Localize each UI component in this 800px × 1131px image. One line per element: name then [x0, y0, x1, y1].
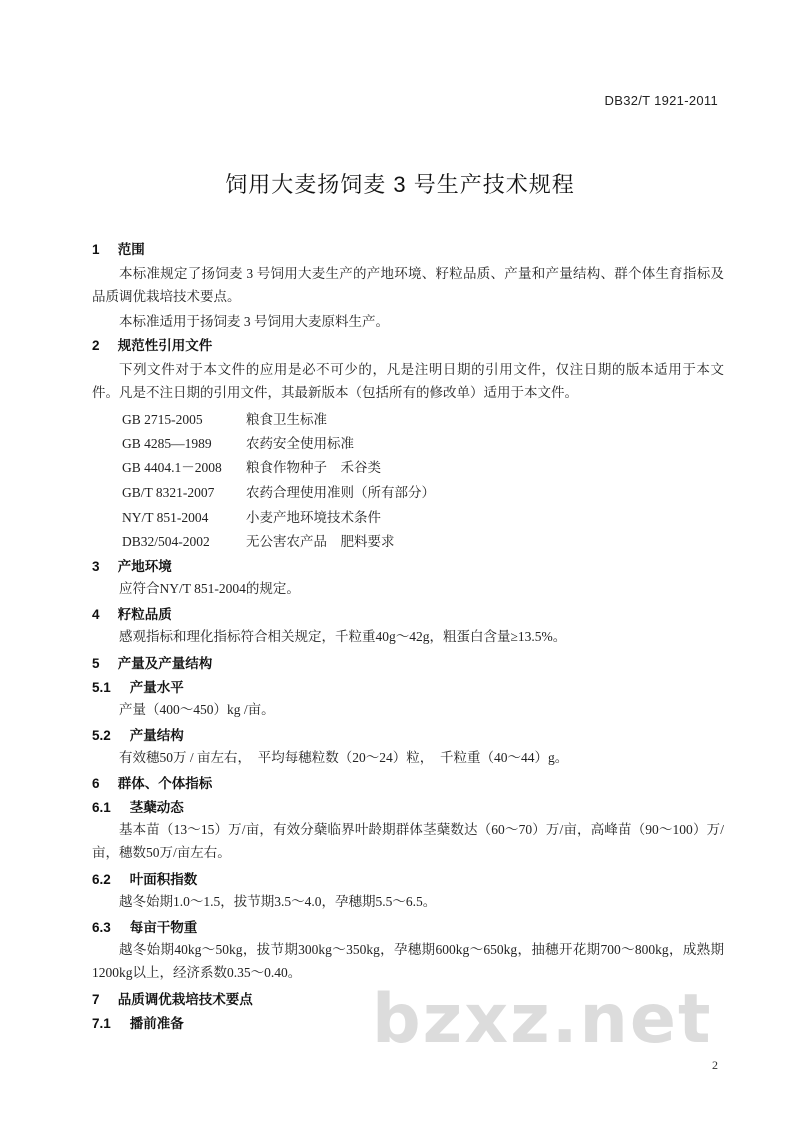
environment-paragraph: 应符合NY/T 851-2004的规定。 [119, 581, 300, 596]
section-heading-5-2 [92, 724, 184, 744]
section-title: 每亩干物重 [129, 920, 198, 935]
section-number: 6.2 [92, 872, 111, 887]
section-heading-6-1 [92, 796, 184, 816]
reference-item [122, 506, 381, 526]
section-number: 6 [92, 776, 100, 791]
yield-level-paragraph: 产量（400～450）kg /亩。 [119, 702, 275, 717]
section-number: 4 [92, 607, 100, 622]
reference-name: 粮食作物种子 禾谷类 [246, 460, 381, 475]
section-number: 5.1 [92, 680, 111, 695]
reference-item [122, 432, 354, 452]
section-number: 7 [92, 992, 100, 1007]
watermark: bzxz.net [372, 980, 713, 1059]
reference-item [122, 456, 381, 476]
section-title: 籽粒品质 [117, 607, 172, 622]
scope-paragraph-1: 本标准规定了扬饲麦 3 号饲用大麦生产的产地环境、籽粒品质、产量和产量结构、群个体生育指标及品质调优栽培技术要点。 [92, 266, 724, 304]
references-intro-paragraph: 下列文件对于本文件的应用是必不可少的，凡是注明日期的引用文件，仅注日期的版本适用于本文件。凡是不注日期的引用文件，其最新版本（包括所有的修改单）适用于本文件。 [92, 362, 724, 400]
section-title: 规范性引用文件 [117, 338, 213, 353]
reference-name: 小麦产地环境技术条件 [246, 510, 381, 525]
section-number: 2 [92, 338, 100, 353]
section-number: 7.1 [92, 1016, 111, 1031]
tiller-dynamics-paragraph: 基本苗（13～15）万/亩，有效分蘖临界叶龄期群体茎蘖数达（60～70）万/亩，高峰苗（90～100）万/亩，穗数50万/亩左右。 [92, 822, 724, 860]
section-number: 6.1 [92, 800, 111, 815]
dry-matter-paragraph: 越冬始期40kg～50kg，拔节期300kg～350kg，孕穗期600kg～650kg，抽穗开花期700～800kg，成熟期1200kg以上，经济系数0.35～0.40。 [92, 942, 724, 980]
section-title: 产量及产量结构 [117, 656, 213, 671]
reference-code: GB 2715-2005 [122, 412, 203, 427]
scope-paragraph-2: 本标准适用于扬饲麦 3 号饲用大麦原料生产。 [119, 314, 389, 329]
reference-name: 无公害农产品 肥料要求 [246, 534, 395, 549]
section-heading-1 [92, 238, 145, 258]
section-title: 品质调优栽培技术要点 [117, 992, 253, 1007]
section-number: 5.2 [92, 728, 111, 743]
section-heading-2 [92, 334, 212, 354]
section-heading-6-3 [92, 916, 197, 936]
yield-structure-paragraph: 有效穗50万 / 亩左右， 平均每穗粒数（20～24）粒， 千粒重（40～44）g。 [119, 750, 569, 765]
reference-item [122, 481, 435, 501]
leaf-area-index-paragraph: 越冬始期1.0～1.5，拔节期3.5～4.0，孕穗期5.5～6.5。 [119, 894, 437, 909]
section-title: 茎蘖动态 [129, 800, 184, 815]
section-title: 叶面积指数 [129, 872, 198, 887]
section-heading-7-1 [92, 1012, 184, 1032]
reference-code: GB 4404.1－2008 [122, 460, 222, 475]
page-number: 2 [712, 1058, 718, 1072]
section-heading-5 [92, 652, 212, 672]
section-number: 6.3 [92, 920, 111, 935]
document-title: 饲用大麦扬饲麦 3 号生产技术规程 [225, 172, 575, 197]
reference-name: 农药合理使用准则（所有部分） [246, 485, 435, 500]
section-title: 产量水平 [129, 680, 184, 695]
section-heading-3 [92, 555, 172, 575]
section-heading-7 [92, 988, 253, 1008]
grain-quality-paragraph: 感观指标和理化指标符合相关规定，千粒重40g～42g，粗蛋白含量≥13.5%。 [119, 629, 567, 644]
section-title: 范围 [117, 242, 145, 257]
section-number: 5 [92, 656, 100, 671]
section-heading-6 [92, 772, 212, 792]
reference-code: DB32/504-2002 [122, 534, 210, 549]
section-title: 产地环境 [117, 559, 172, 574]
standard-code: DB32/T 1921-2011 [604, 93, 718, 108]
reference-item [122, 530, 395, 550]
section-heading-5-1 [92, 676, 184, 696]
section-title: 产量结构 [129, 728, 184, 743]
reference-item [122, 408, 327, 428]
section-number: 1 [92, 242, 100, 257]
reference-name: 农药安全使用标准 [246, 436, 354, 451]
section-heading-4 [92, 603, 172, 623]
reference-code: GB 4285—1989 [122, 436, 212, 451]
section-number: 3 [92, 559, 100, 574]
section-title: 群体、个体指标 [117, 776, 213, 791]
section-heading-6-2 [92, 868, 197, 888]
reference-code: NY/T 851-2004 [122, 510, 209, 525]
reference-code: GB/T 8321-2007 [122, 485, 215, 500]
section-title: 播前准备 [129, 1016, 184, 1031]
reference-name: 粮食卫生标准 [246, 412, 327, 427]
